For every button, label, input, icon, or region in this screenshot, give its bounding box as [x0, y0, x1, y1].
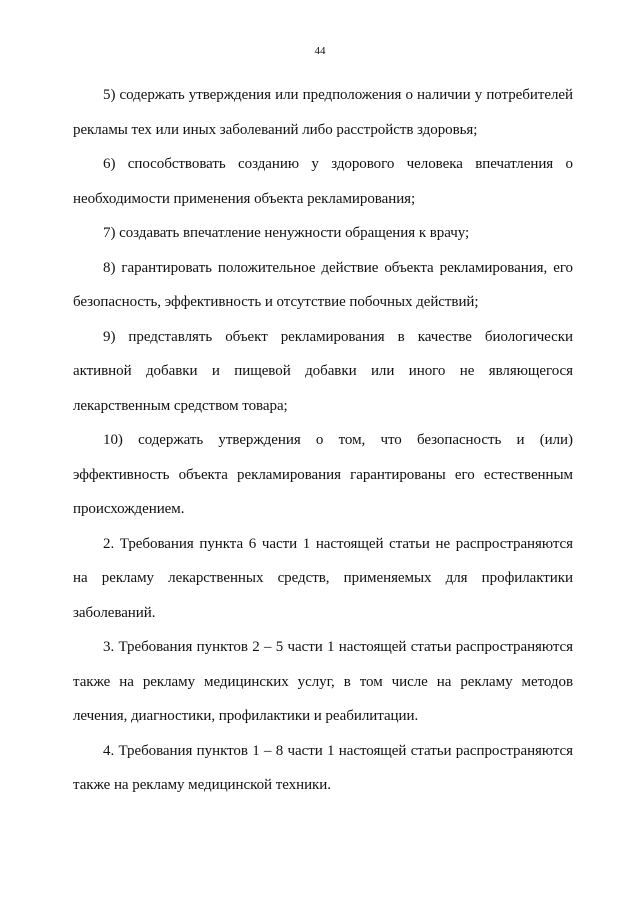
list-item-6: 6) способствовать созданию у здорового человека впечатления о необходимости применения объекта рекламирования;: [73, 156, 573, 207]
list-item-7: 7) создавать впечатление ненужности обращения к врачу;: [103, 225, 470, 241]
document-body: [73, 78, 573, 803]
list-item-9: 9) представлять объект рекламирования в качестве биологически активной добавки и пищевой добавки или иного не являющегося лекарственным средством товара;: [73, 328, 573, 414]
list-item-8: 8) гарантировать положительное действие объекта рекламирования, его безопасность, эффективность и отсутствие побочных действий;: [73, 259, 573, 310]
list-item-10: 10) содержать утверждения о том, что безопасность и (или) эффективность объекта рекламирования гарантированы его естественным происхождением.: [73, 432, 573, 517]
clause-3: 3. Требования пунктов 2 – 5 части 1 настоящей статьи распространяются также на рекламу медицинских услуг, в том числе на рекламу методов лечения, диагностики, профилактики и реабилитации.: [73, 639, 573, 724]
clause-2: 2. Требования пункта 6 части 1 настоящей статьи не распространяются на рекламу лекарственных средств, применяемых для профилактики заболеваний.: [73, 535, 573, 621]
page-number: 44: [314, 45, 326, 57]
list-item-5: 5) содержать утверждения или предположения о наличии у потребителей рекламы тех или иных заболеваний либо расстройств здоровья;: [73, 87, 573, 138]
clause-4: 4. Требования пунктов 1 – 8 части 1 настоящей статьи распространяются также на рекламу медицинской техники.: [73, 742, 573, 793]
